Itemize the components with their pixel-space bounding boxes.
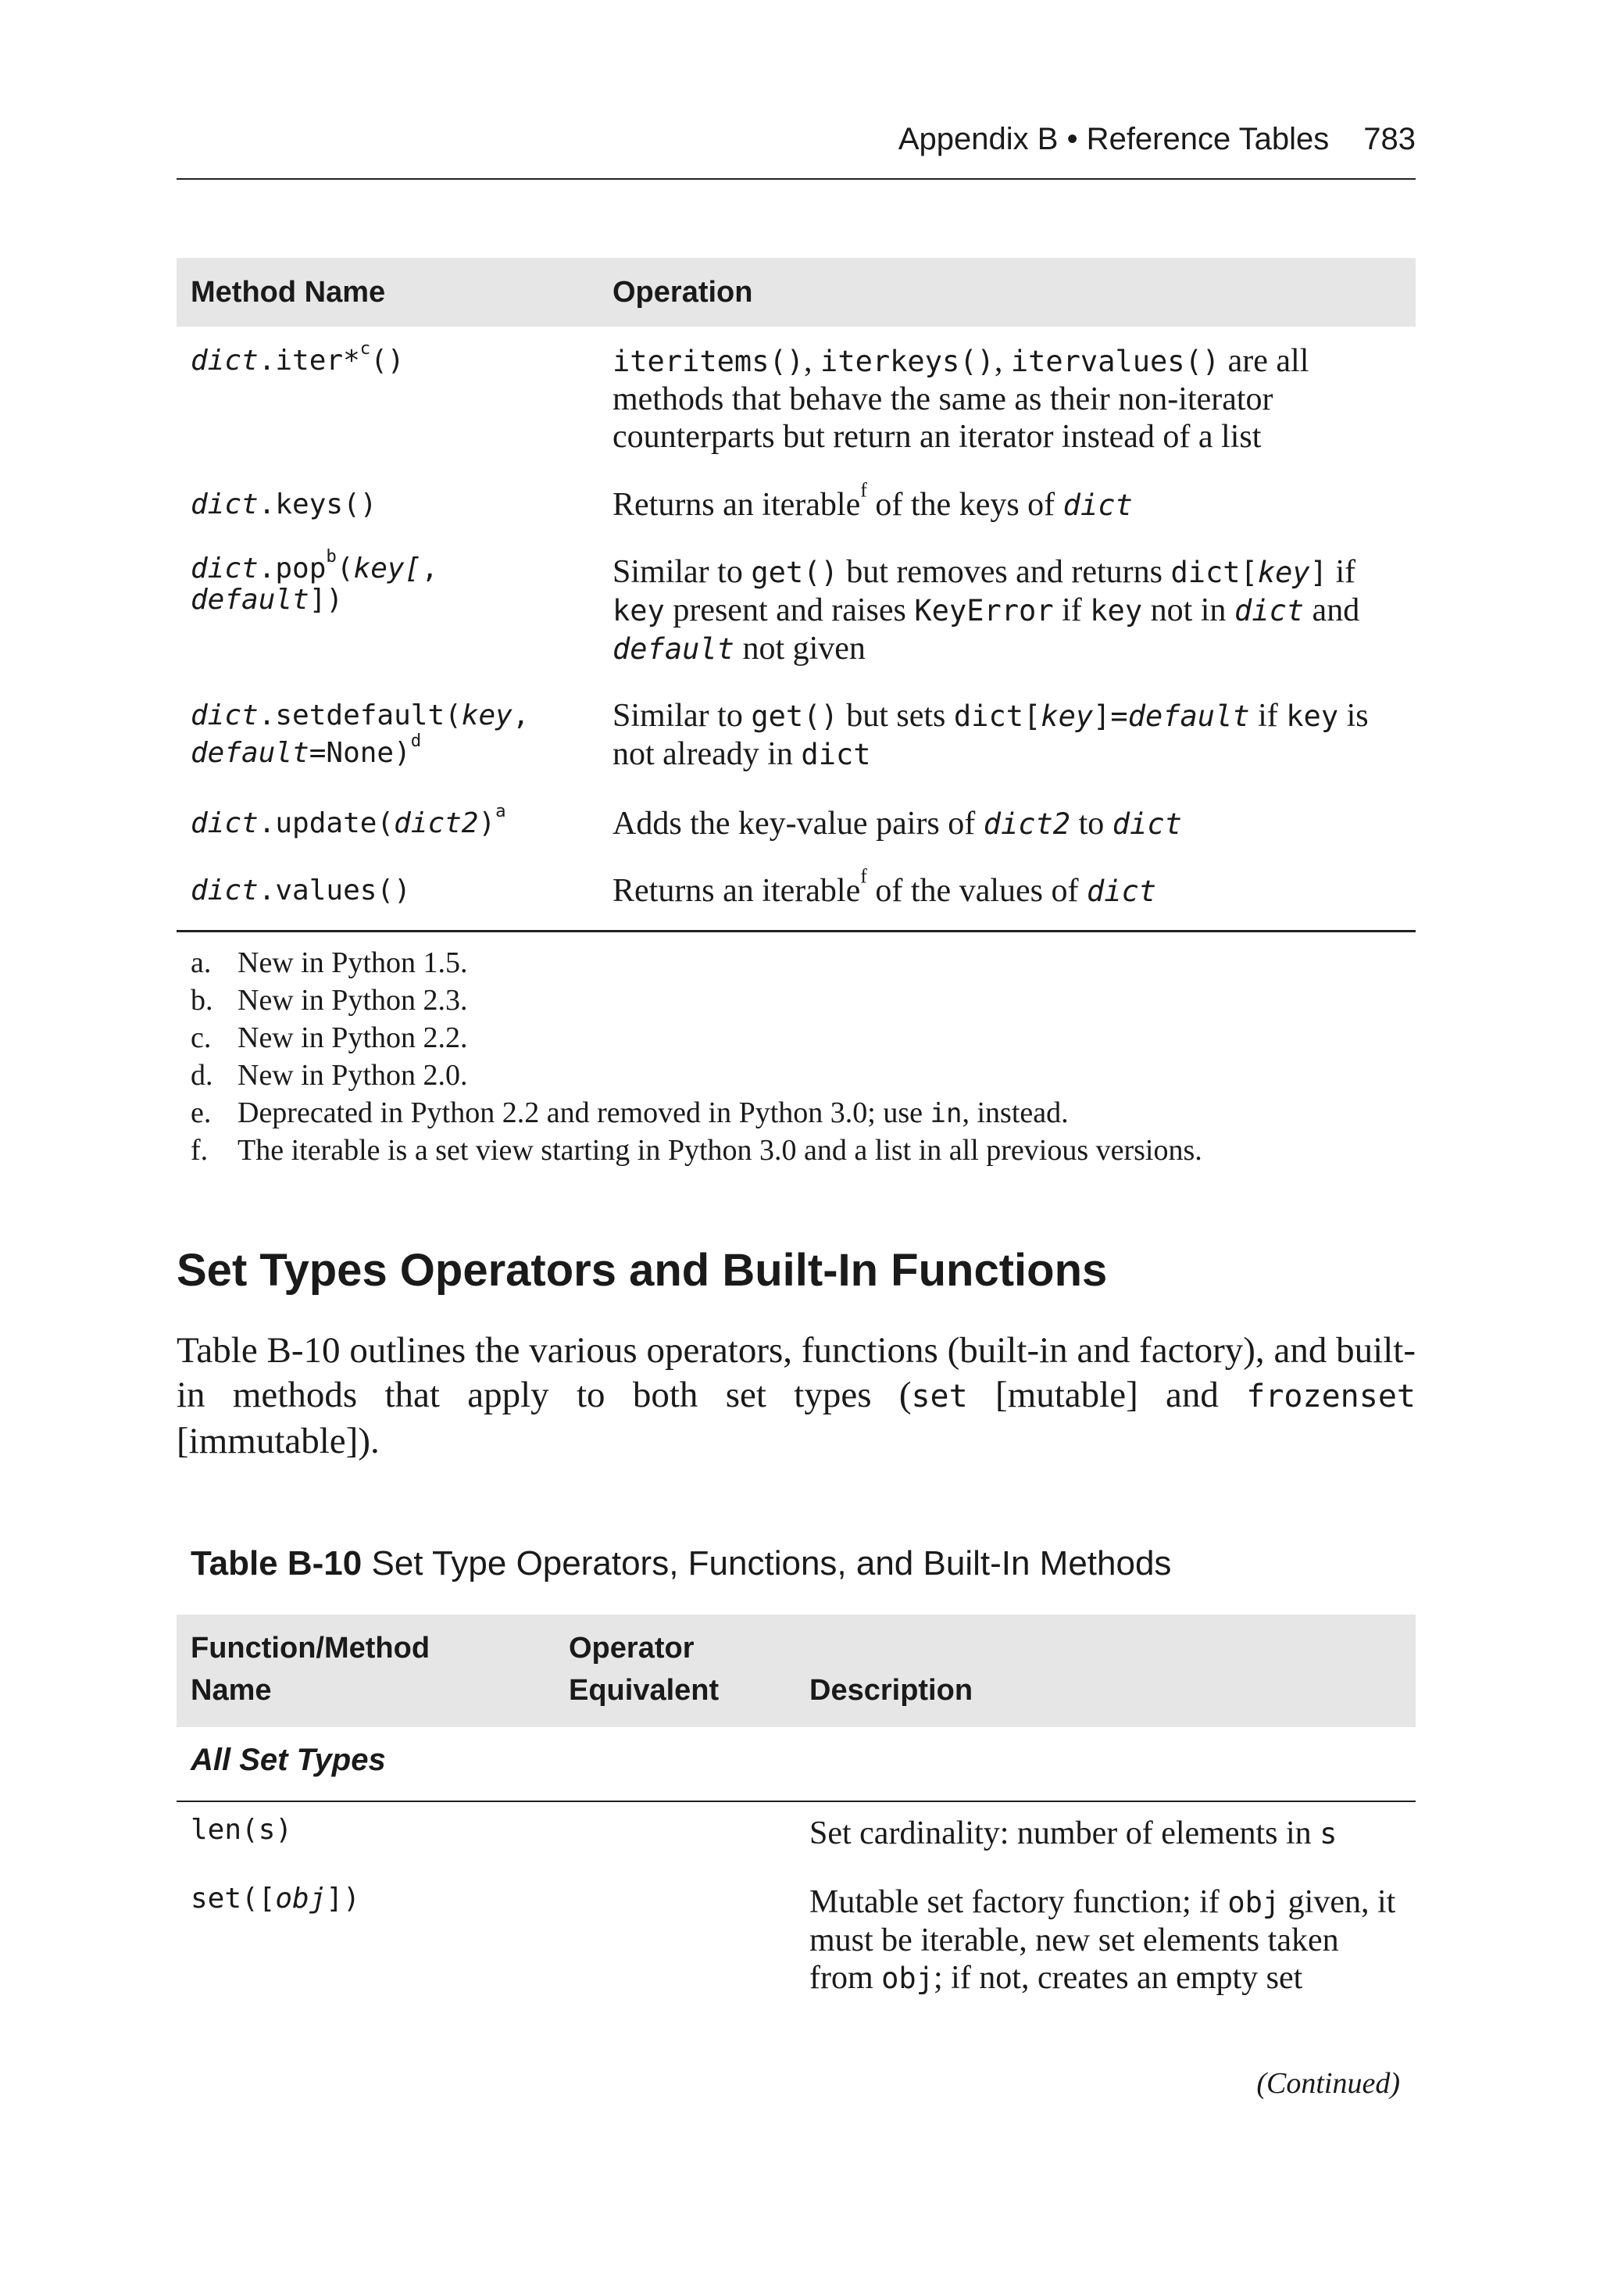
method-name: dict.setdefault(key, default=None)$^d$ <box>191 699 530 769</box>
page-number: 783 <box>1363 122 1416 156</box>
table2-header-operator: Operator Equivalent <box>569 1632 720 1707</box>
running-head-title: Appendix B • Reference Tables <box>898 122 1330 156</box>
operation-text: Returns an iterable$^f$ of the keys of dict <box>612 478 1133 523</box>
footnote: a. New in Python 1.5. <box>191 946 468 979</box>
description-text: Mutable set factory function; if obj given, it must be iterable, new set elements taken from obj; if not, creates an empty set <box>809 1884 1396 1996</box>
table1-header <box>177 258 1416 327</box>
footnote: e. Deprecated in Python 2.2 and removed in Python 3.0; use in, instead. <box>191 1096 1069 1129</box>
method-name: dict.update(dict2)$^a$ <box>191 800 506 839</box>
method-name: dict.keys() <box>191 488 377 520</box>
method-name: dict.pop$^b$(key[, default]) <box>191 545 438 616</box>
function-name: set([obj]) <box>191 1883 360 1915</box>
footnote: d. New in Python 2.0. <box>191 1059 468 1092</box>
table1-bottom-rule <box>177 930 1416 932</box>
footnote: c. New in Python 2.2. <box>191 1021 468 1054</box>
table1-header-operation: Operation <box>612 276 753 309</box>
table1-header-method: Method Name <box>191 276 386 309</box>
table2-header-description: Description <box>809 1674 973 1707</box>
operation-text: Similar to get() but removes and returns dict[key] if key present and raises KeyError if key not in dict and default not given <box>612 554 1360 667</box>
method-name: dict.values() <box>191 874 411 907</box>
table2-header-function: Function/Method Name <box>191 1632 430 1707</box>
function-name: len(s) <box>191 1814 293 1846</box>
body-paragraph: Table B-10 outlines the various operators, functions (built-in and factory), and built-in methods that apply to both set types (set [mutable] and frozenset [immutable]). <box>177 1330 1416 1461</box>
description-text: Set cardinality: number of elements in s <box>809 1815 1338 1851</box>
continued-label: (Continued) <box>1256 2067 1400 2100</box>
operation-text: Adds the key-value pairs of dict2 to dict <box>612 806 1182 842</box>
table2-header <box>177 1615 1416 1727</box>
footnote: b. New in Python 2.3. <box>191 984 468 1017</box>
header-rule <box>177 178 1416 180</box>
footnote: f. The iterable is a set view starting in Python 3.0 and a list in all previous versions. <box>191 1134 1202 1167</box>
group-rule <box>177 1801 1416 1802</box>
group-label: All Set Types <box>191 1743 386 1777</box>
running-head <box>177 122 1416 157</box>
operation-text: Similar to get() but sets dict[key]=default if key is not already in dict <box>612 698 1369 772</box>
section-title: Set Types Operators and Built-In Functions <box>177 1245 1108 1296</box>
operation-text: iteritems(), iterkeys(), itervalues() are all methods that behave the same as their non-iterator counterparts but return an iterator instead of a list <box>612 343 1309 455</box>
method-name: dict.iter*$^c$() <box>191 338 405 377</box>
operation-text: Returns an iterable$^f$ of the values of dict <box>612 864 1157 909</box>
table-caption: Table B-10 Set Type Operators, Functions, and Built-In Methods <box>191 1544 1172 1583</box>
